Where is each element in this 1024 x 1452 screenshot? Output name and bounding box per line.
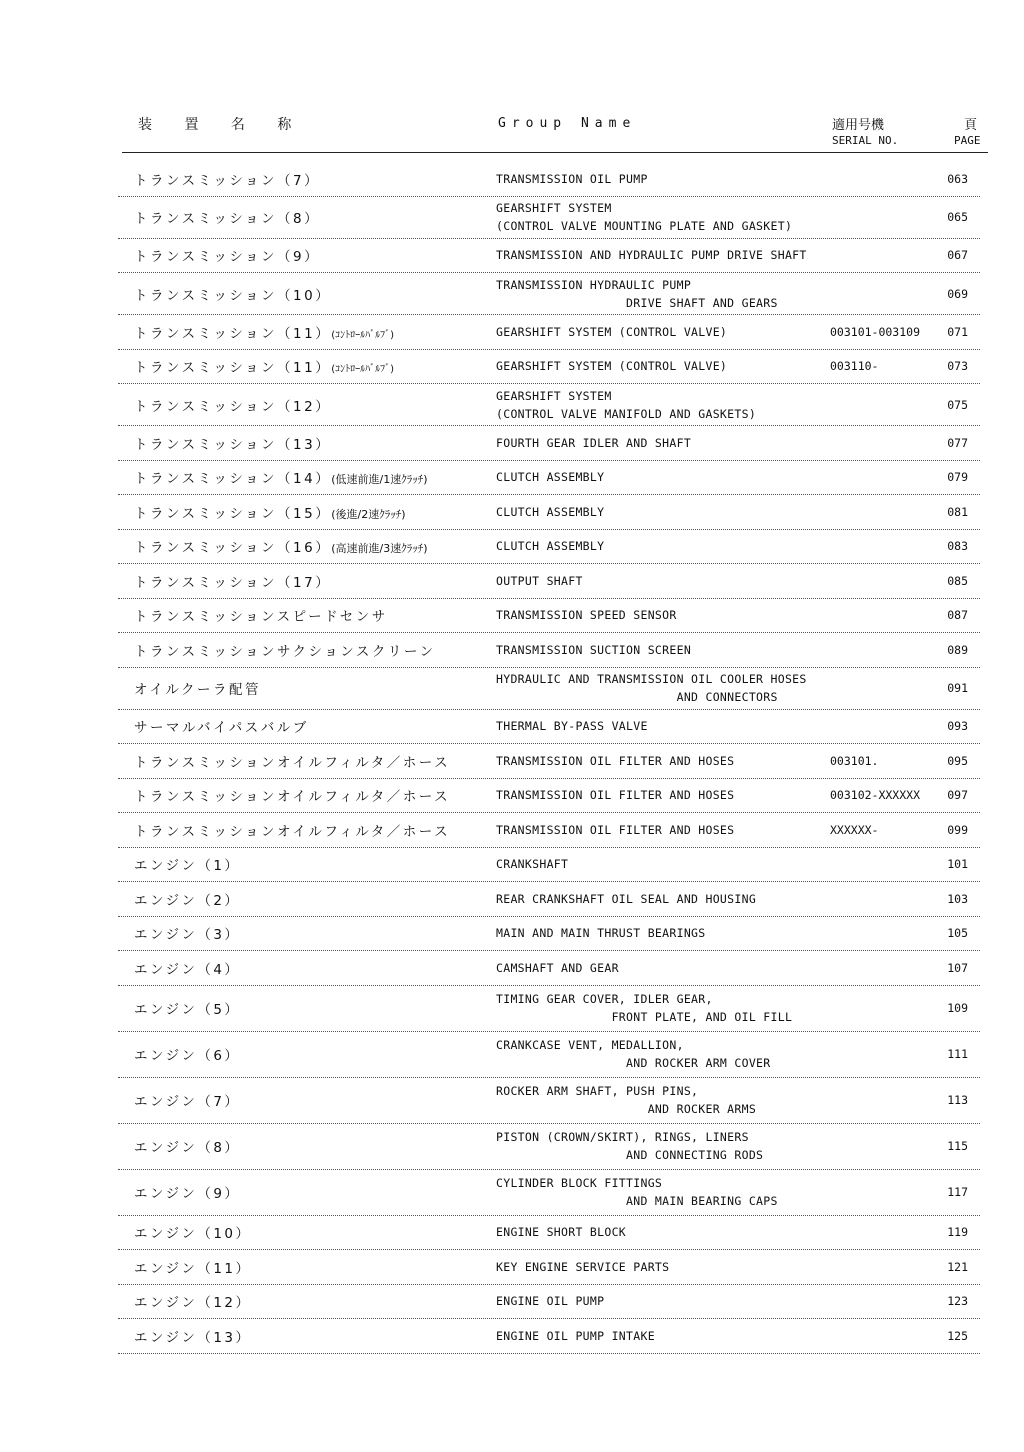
row-jp-note: (高速前進/3速ｸﾗｯﾁ) (331, 542, 428, 556)
row-jp-name (134, 502, 406, 522)
row-page-number: 093 (947, 719, 968, 734)
row-group-name: TRANSMISSION SUCTION SCREEN (496, 642, 692, 657)
row-jp-name (134, 433, 331, 453)
row-page-number: 087 (947, 608, 968, 623)
table-row (118, 197, 980, 239)
table-row (118, 273, 980, 315)
table-row (118, 986, 980, 1032)
table-row (118, 1285, 980, 1320)
row-jp-text: トランスミッション（14） (134, 471, 332, 488)
header-jp-name: 装 置 名 称 (138, 117, 306, 133)
row-page-number: 123 (947, 1294, 968, 1309)
table-row (118, 461, 980, 496)
row-jp-text: トランスミッションサクションスクリーン (134, 643, 436, 660)
row-group-name: GEARSHIFT SYSTEM (CONTROL VALVE MANIFOLD AND GASKETS) (496, 388, 757, 421)
row-serial-no: 003110- (830, 359, 879, 374)
row-group-name: TRANSMISSION OIL FILTER AND HOSES (496, 822, 735, 837)
row-jp-text: エンジン（3） (134, 927, 241, 944)
row-serial-no: 003102-XXXXXX (830, 788, 921, 803)
row-page-number: 117 (947, 1185, 968, 1199)
table-row (118, 162, 980, 197)
row-jp-name (134, 820, 450, 840)
row-page-number: 071 (947, 324, 968, 339)
row-jp-text: トランスミッション（15） (134, 505, 332, 522)
row-jp-text: エンジン（5） (134, 1002, 241, 1018)
row-page-number: 083 (947, 539, 968, 554)
row-page-number: 115 (947, 1139, 968, 1153)
table-row (118, 779, 980, 814)
row-jp-name (134, 395, 331, 415)
row-jp-text: トランスミッション（16） (134, 540, 332, 557)
row-jp-text: エンジン（1） (134, 858, 241, 875)
row-group-name: KEY ENGINE SERVICE PARTS (496, 1259, 670, 1274)
row-jp-name (134, 1182, 240, 1202)
row-jp-note: (後進/2速ｸﾗｯﾁ) (331, 507, 406, 521)
row-group-name: CLUTCH ASSEMBLY (496, 539, 605, 554)
row-page-number: 119 (947, 1225, 968, 1240)
table-row (118, 668, 980, 710)
row-page-number: 075 (947, 397, 968, 412)
row-group-name: HYDRAULIC AND TRANSMISSION OIL COOLER HOSES AND CONNECTORS (496, 672, 807, 704)
table-row (118, 239, 980, 274)
row-page-number: 089 (947, 642, 968, 657)
row-jp-name (134, 716, 309, 736)
row-jp-name (134, 1136, 240, 1156)
row-jp-text: エンジン（9） (134, 1186, 241, 1202)
row-page-number: 067 (947, 248, 968, 263)
row-page-number: 101 (947, 857, 968, 872)
row-page-number: 099 (947, 822, 968, 837)
table-row (118, 1250, 980, 1285)
row-jp-name (134, 169, 320, 189)
table-row (118, 633, 980, 668)
row-jp-name (134, 207, 320, 227)
row-jp-text: トランスミッション（8） (134, 211, 321, 227)
row-group-name: MAIN AND MAIN THRUST BEARINGS (496, 926, 706, 941)
row-page-number: 111 (947, 1047, 968, 1061)
row-page-number: 069 (947, 286, 968, 301)
row-group-name: CRANKSHAFT (496, 857, 569, 872)
row-group-name: TRANSMISSION OIL PUMP (496, 171, 648, 186)
table-row (118, 951, 980, 986)
index-table (118, 162, 980, 1354)
row-jp-text: オイルクーラ配管 (134, 682, 262, 698)
row-group-name: CLUTCH ASSEMBLY (496, 504, 605, 519)
row-page-number: 091 (947, 681, 968, 695)
row-page-number: 085 (947, 573, 968, 588)
table-row (118, 384, 980, 426)
row-group-name: ENGINE SHORT BLOCK (496, 1225, 627, 1240)
row-group-name: TRANSMISSION SPEED SENSOR (496, 608, 677, 623)
header-page-jp: 頁 (964, 118, 978, 133)
row-page-number: 081 (947, 504, 968, 519)
table-row (118, 564, 980, 599)
header-group-name: Group Name (498, 116, 637, 131)
row-jp-name (134, 284, 331, 304)
table-row (118, 350, 980, 385)
row-jp-name (134, 923, 240, 943)
table-row (118, 1216, 980, 1251)
row-jp-name (134, 889, 240, 909)
table-row (118, 1170, 980, 1216)
row-page-number: 073 (947, 359, 968, 374)
row-page-number: 097 (947, 788, 968, 803)
table-row (118, 744, 980, 779)
row-jp-text: エンジン（7） (134, 1094, 241, 1110)
row-group-name: TRANSMISSION OIL FILTER AND HOSES (496, 788, 735, 803)
row-group-name: REAR CRANKSHAFT OIL SEAL AND HOUSING (496, 891, 757, 906)
row-jp-note: (低速前進/1速ｸﾗｯﾁ) (331, 473, 428, 487)
row-jp-name (134, 571, 331, 591)
table-header (122, 112, 988, 153)
row-jp-text: トランスミッション（10） (134, 287, 332, 304)
header-page-en: PAGE (954, 134, 981, 147)
row-group-name: TIMING GEAR COVER, IDLER GEAR, FRONT PLATE, AND OIL FILL (496, 992, 793, 1024)
table-row (118, 848, 980, 883)
row-page-number: 113 (947, 1093, 968, 1107)
row-group-name: OUTPUT SHAFT (496, 573, 583, 588)
row-group-name: TRANSMISSION OIL FILTER AND HOSES (496, 753, 735, 768)
row-jp-text: トランスミッション（11） (134, 360, 332, 377)
row-jp-name (134, 245, 320, 265)
row-group-name: THERMAL BY-PASS VALVE (496, 719, 648, 734)
row-group-name: FOURTH GEAR IDLER AND SHAFT (496, 435, 692, 450)
row-group-name: CRANKCASE VENT, MEDALLION, AND ROCKER ARM COVER (496, 1038, 771, 1070)
row-jp-name (134, 678, 261, 698)
row-group-name: CAMSHAFT AND GEAR (496, 960, 619, 975)
row-page-number: 063 (947, 171, 968, 186)
row-jp-name (134, 322, 394, 342)
row-group-name: CLUTCH ASSEMBLY (496, 470, 605, 485)
row-page-number: 103 (947, 891, 968, 906)
row-jp-note: (ｺﾝﾄﾛｰﾙﾊﾞﾙﾌﾞ) (331, 329, 395, 341)
table-row (118, 1078, 980, 1124)
row-group-name: TRANSMISSION HYDRAULIC PUMP DRIVE SHAFT AND GEARS (496, 277, 778, 310)
row-jp-text: エンジン（6） (134, 1048, 241, 1064)
row-jp-name (134, 605, 388, 625)
row-jp-name (134, 536, 428, 556)
row-jp-text: エンジン（8） (134, 1140, 241, 1156)
row-group-name: GEARSHIFT SYSTEM (CONTROL VALVE) (496, 324, 728, 339)
row-jp-text: エンジン（12） (134, 1295, 252, 1312)
row-jp-text: トランスミッション（9） (134, 249, 321, 266)
table-row (118, 426, 980, 461)
row-page-number: 065 (947, 210, 968, 224)
row-jp-text: トランスミッション（11） (134, 325, 332, 342)
row-jp-name (134, 854, 240, 874)
row-jp-text: トランスミッションオイルフィルタ／ホース (134, 789, 451, 806)
table-row (118, 882, 980, 917)
table-row (118, 917, 980, 952)
row-jp-name (134, 1044, 240, 1064)
row-jp-name (134, 958, 240, 978)
row-jp-text: エンジン（10） (134, 1226, 252, 1243)
table-row (118, 315, 980, 350)
row-jp-name (134, 1257, 252, 1277)
row-jp-text: トランスミッション（7） (134, 172, 321, 189)
table-row (118, 813, 980, 848)
table-row (118, 1032, 980, 1078)
row-jp-text: トランスミッションスピードセンサ (134, 609, 388, 626)
row-group-name: CYLINDER BLOCK FITTINGS AND MAIN BEARING CAPS (496, 1176, 778, 1208)
header-serial-jp: 適用号機 (832, 118, 885, 133)
row-group-name: ENGINE OIL PUMP INTAKE (496, 1328, 655, 1343)
table-row (118, 710, 980, 745)
row-jp-name (134, 640, 436, 660)
row-page-number: 107 (947, 960, 968, 975)
row-page-number: 077 (947, 435, 968, 450)
table-row (118, 1319, 980, 1354)
header-serial-en: SERIAL NO. (832, 134, 899, 147)
row-serial-no: XXXXXX- (830, 822, 879, 837)
table-row (118, 599, 980, 634)
table-row (118, 495, 980, 530)
row-serial-no: 003101-003109 (830, 324, 921, 339)
row-jp-name (134, 785, 450, 805)
row-jp-name (134, 1291, 252, 1311)
table-row (118, 1124, 980, 1170)
row-jp-text: エンジン（4） (134, 961, 241, 978)
row-jp-name (134, 1090, 240, 1110)
row-jp-name (134, 1222, 252, 1242)
row-group-name: ENGINE OIL PUMP (496, 1294, 605, 1309)
row-group-name: PISTON (CROWN/SKIRT), RINGS, LINERS AND CONNECTING RODS (496, 1130, 764, 1162)
row-jp-text: トランスミッション（12） (134, 398, 332, 415)
row-jp-text: サーマルバイパスバルブ (134, 720, 309, 737)
row-jp-name (134, 751, 450, 771)
row-jp-text: トランスミッション（17） (134, 574, 332, 591)
row-jp-name (134, 1326, 252, 1346)
row-serial-no: 003101. (830, 753, 879, 768)
row-group-name: GEARSHIFT SYSTEM (CONTROL VALVE MOUNTING PLATE AND GASKET) (496, 201, 793, 233)
row-page-number: 125 (947, 1328, 968, 1343)
row-jp-text: トランスミッションオイルフィルタ／ホース (134, 754, 451, 771)
table-row (118, 530, 980, 565)
row-jp-text: トランスミッションオイルフィルタ／ホース (134, 823, 451, 840)
row-jp-name (134, 356, 394, 376)
row-jp-text: トランスミッション（13） (134, 436, 332, 453)
row-group-name: GEARSHIFT SYSTEM (CONTROL VALVE) (496, 359, 728, 374)
row-jp-text: エンジン（2） (134, 892, 241, 909)
row-page-number: 079 (947, 470, 968, 485)
row-group-name: ROCKER ARM SHAFT, PUSH PINS, AND ROCKER ARMS (496, 1084, 757, 1116)
row-jp-text: エンジン（13） (134, 1329, 252, 1346)
row-jp-name (134, 998, 240, 1018)
row-group-name: TRANSMISSION AND HYDRAULIC PUMP DRIVE SHAFT (496, 248, 807, 263)
row-page-number: 095 (947, 753, 968, 768)
row-page-number: 105 (947, 926, 968, 941)
row-jp-text: エンジン（11） (134, 1260, 252, 1277)
row-page-number: 109 (947, 1001, 968, 1015)
row-jp-name (134, 467, 428, 487)
row-jp-note: (ｺﾝﾄﾛｰﾙﾊﾞﾙﾌﾞ) (331, 364, 395, 376)
row-page-number: 121 (947, 1259, 968, 1274)
